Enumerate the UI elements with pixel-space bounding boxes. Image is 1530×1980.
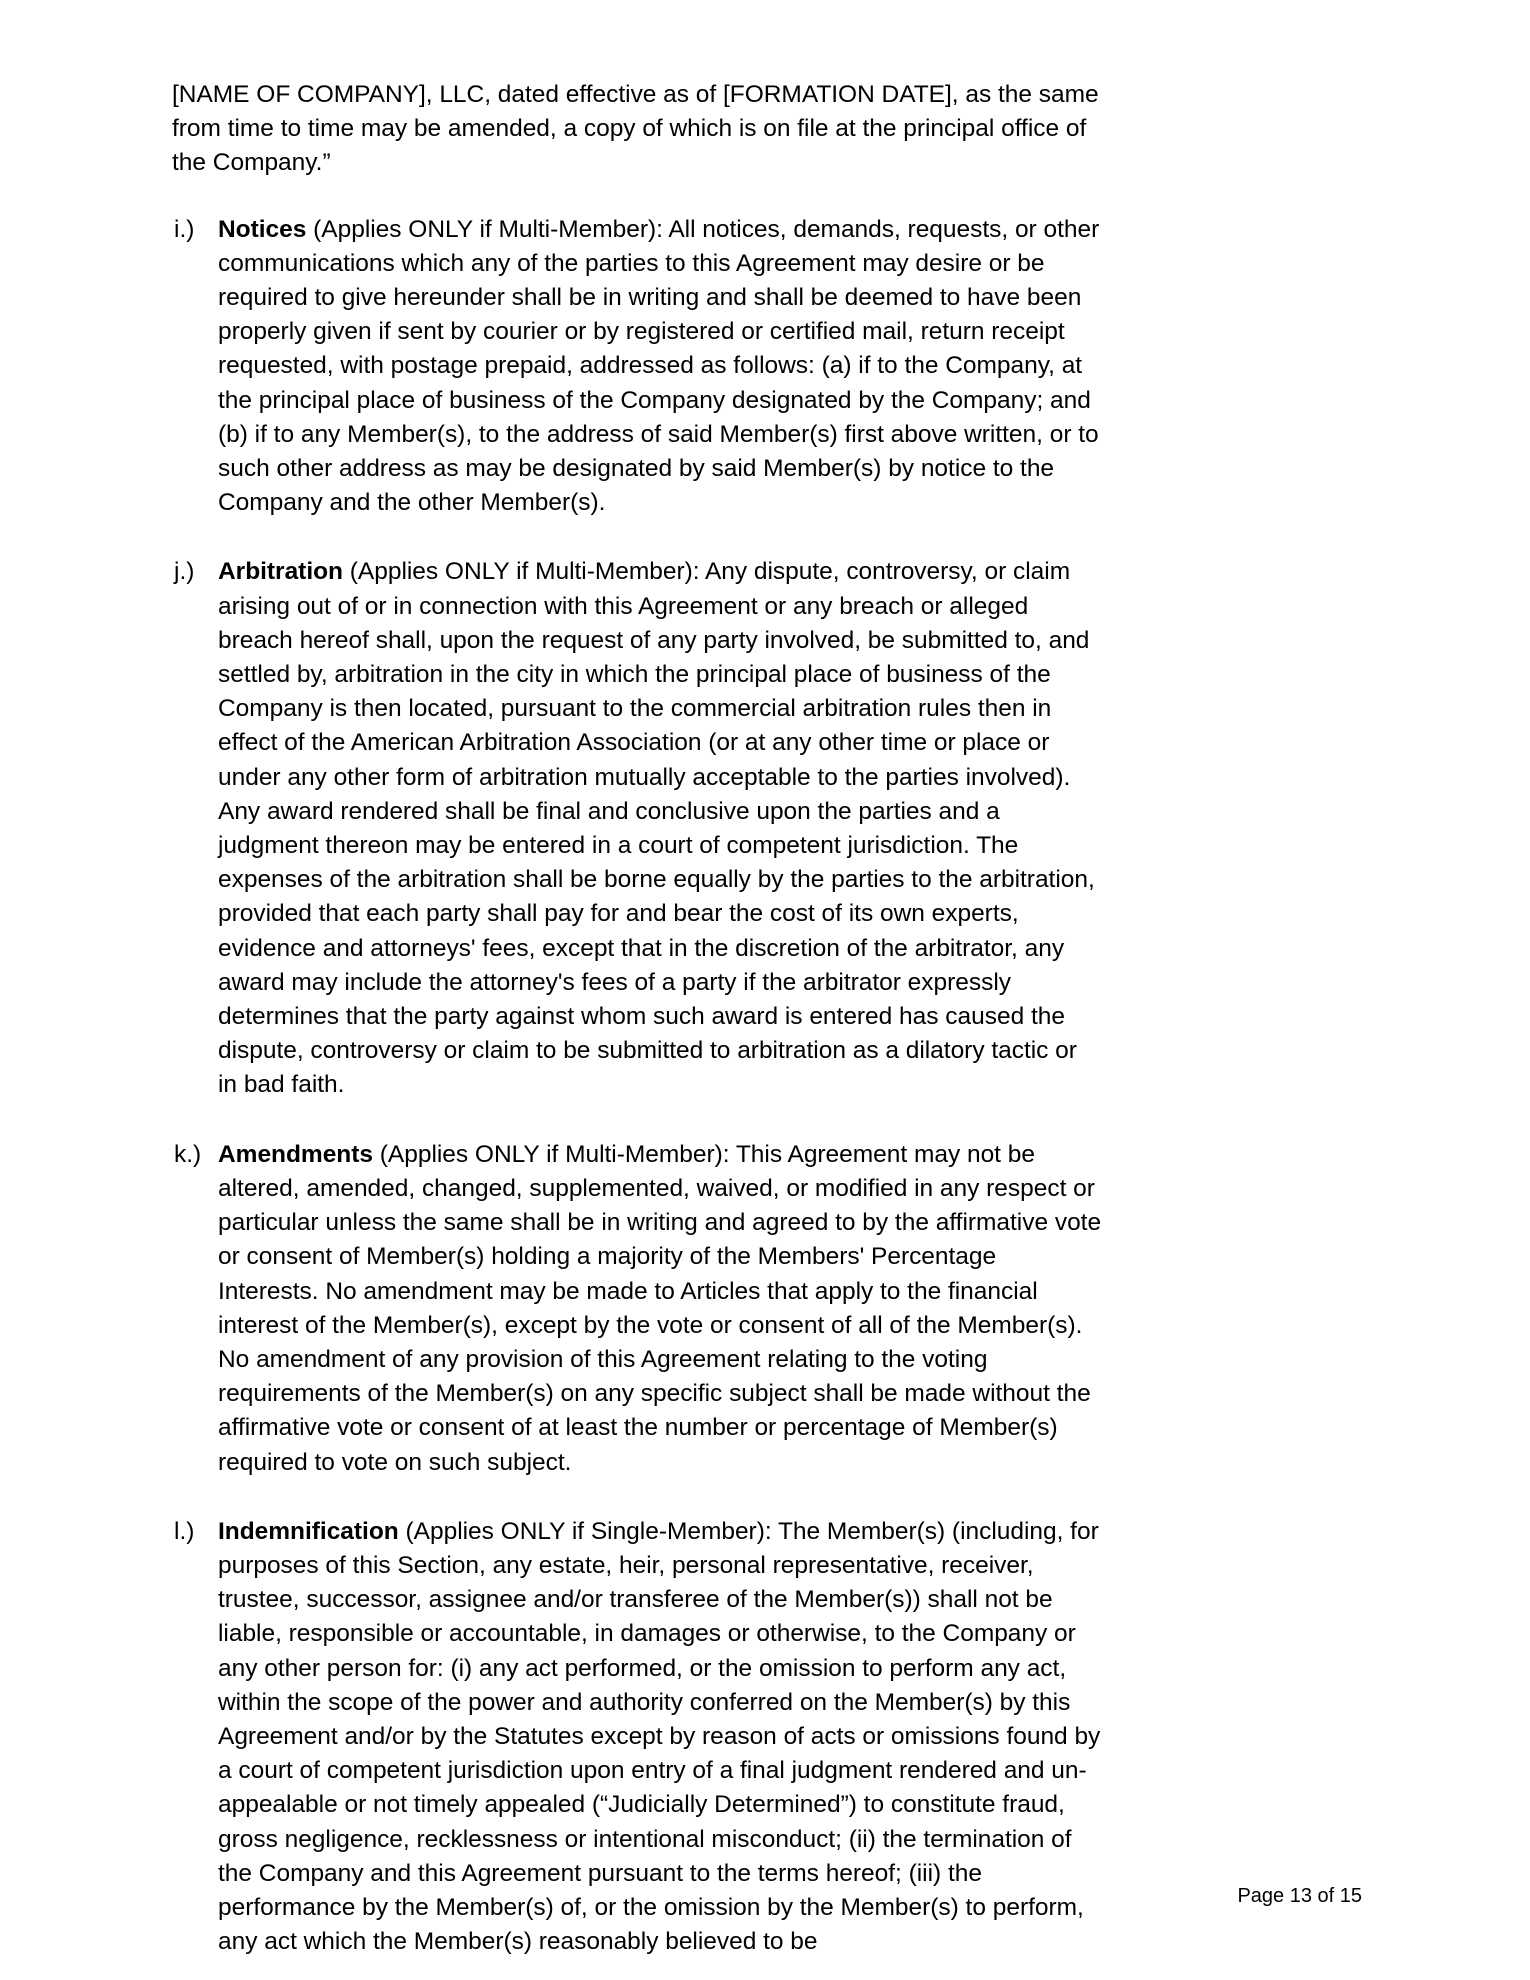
section-text-notices: (Applies ONLY if Multi-Member): All notices, demands, requests, or other communications which any of the parties to this Agreement may desire or be required to give hereunder shall be in writing and shall be deemed to have been properly given if sent by courier or by registered or certified mail, return receipt requested, with postage prepaid, addressed as follows: (a) if to the Company, at the principal place of business of the Company designated by the Company; and (b) if to any Member(s), to the address of said Member(s) first above written, or to such other address as may be designated by said Member(s) by notice to the Company and the other Member(s). <box>218 215 1100 517</box>
list-item-indemnification <box>172 1515 1102 1960</box>
list-item-marker: k.) <box>174 1140 202 1168</box>
list-item-notices <box>172 213 1102 521</box>
list-item-body <box>218 213 1102 521</box>
list-item-amendments <box>172 1138 1102 1480</box>
list-item-body <box>218 1515 1102 1960</box>
list-item-body <box>218 555 1102 1102</box>
intro-paragraph: [NAME OF COMPANY], LLC, dated effective as of [FORMATION DATE], as the same from time to time may be amended, a copy of which is on file at the principal office of the Company.” <box>172 81 1099 177</box>
section-text-indemnification: (Applies ONLY if Single-Member): The Member(s) (including, for purposes of this Section, any estate, heir, personal representative, receiver, trustee, successor, assignee and/or transferee of the Member(s)) shall not be liable, responsible or accountable, in damages or otherwise, to the Company or any other person for: (i) any act performed, or the omission to perform any act, within the scope of the power and authority conferred on the Member(s) by this Agreement and/or by the Statutes except by reason of acts or omissions found by a court of competent jurisdiction upon entry of a final judgment rendered and un-appealable or not timely appealed (“Judicially Determined”) to constitute fraud, gross negligence, recklessness or intentional misconduct; (ii) the termination of the Company and this Agreement pursuant to the terms hereof; (iii) the performance by the Member(s) of, or the omission by the Member(s) to perform, any act which the Member(s) reasonably believed to be <box>218 1517 1101 1956</box>
section-term-arbitration: Arbitration <box>218 558 343 586</box>
section-text-arbitration: (Applies ONLY if Multi-Member): Any dispute, controversy, or claim arising out of or in connection with this Agreement or any breach or alleged breach hereof shall, upon the request of any party involved, be submitted to, and settled by, arbitration in the city in which the principal place of business of the Company is then located, pursuant to the commercial arbitration rules then in effect of the American Arbitration Association (or at any other time or place or under any other form of arbitration mutually acceptable to the parties involved). Any award rendered shall be final and conclusive upon the parties and a judgment thereon may be entered in a court of competent jurisdiction. The expenses of the arbitration shall be borne equally by the parties to the arbitration, provided that each party shall pay for and bear the cost of its own experts, evidence and attorneys' fees, except that in the discretion of the arbitrator, any award may include the attorney's fees of a party if the arbitrator expressly determines that the party against whom such award is entered has caused the dispute, controversy or claim to be submitted to arbitration as a dilatory tactic or in bad faith. <box>218 558 1095 1099</box>
list-item-arbitration <box>172 555 1102 1102</box>
section-term-amendments: Amendments <box>218 1140 373 1168</box>
section-term-indemnification: Indemnification <box>218 1517 399 1545</box>
list-item-body <box>218 1138 1102 1480</box>
page-content <box>172 78 1102 1959</box>
page-number-footer: Page 13 of 15 <box>1237 1885 1362 1907</box>
section-text-amendments: (Applies ONLY if Multi-Member): This Agreement may not be altered, amended, changed, supplemented, waived, or modified in any respect or particular unless the same shall be in writing and agreed to by the affirmative vote or consent of Member(s) holding a majority of the Members' Percentage Interests. No amendment may be made to Articles that apply to the financial interest of the Member(s), except by the vote or consent of all of the Member(s). No amendment of any provision of this Agreement relating to the voting requirements of the Member(s) on any specific subject shall be made without the affirmative vote or consent of at least the number or percentage of Member(s) required to vote on such subject. <box>218 1140 1102 1476</box>
list-item-marker: l.) <box>174 1517 195 1545</box>
list-item-marker: i.) <box>174 215 195 243</box>
list-item-marker: j.) <box>174 558 195 586</box>
section-term-notices: Notices <box>218 215 307 243</box>
